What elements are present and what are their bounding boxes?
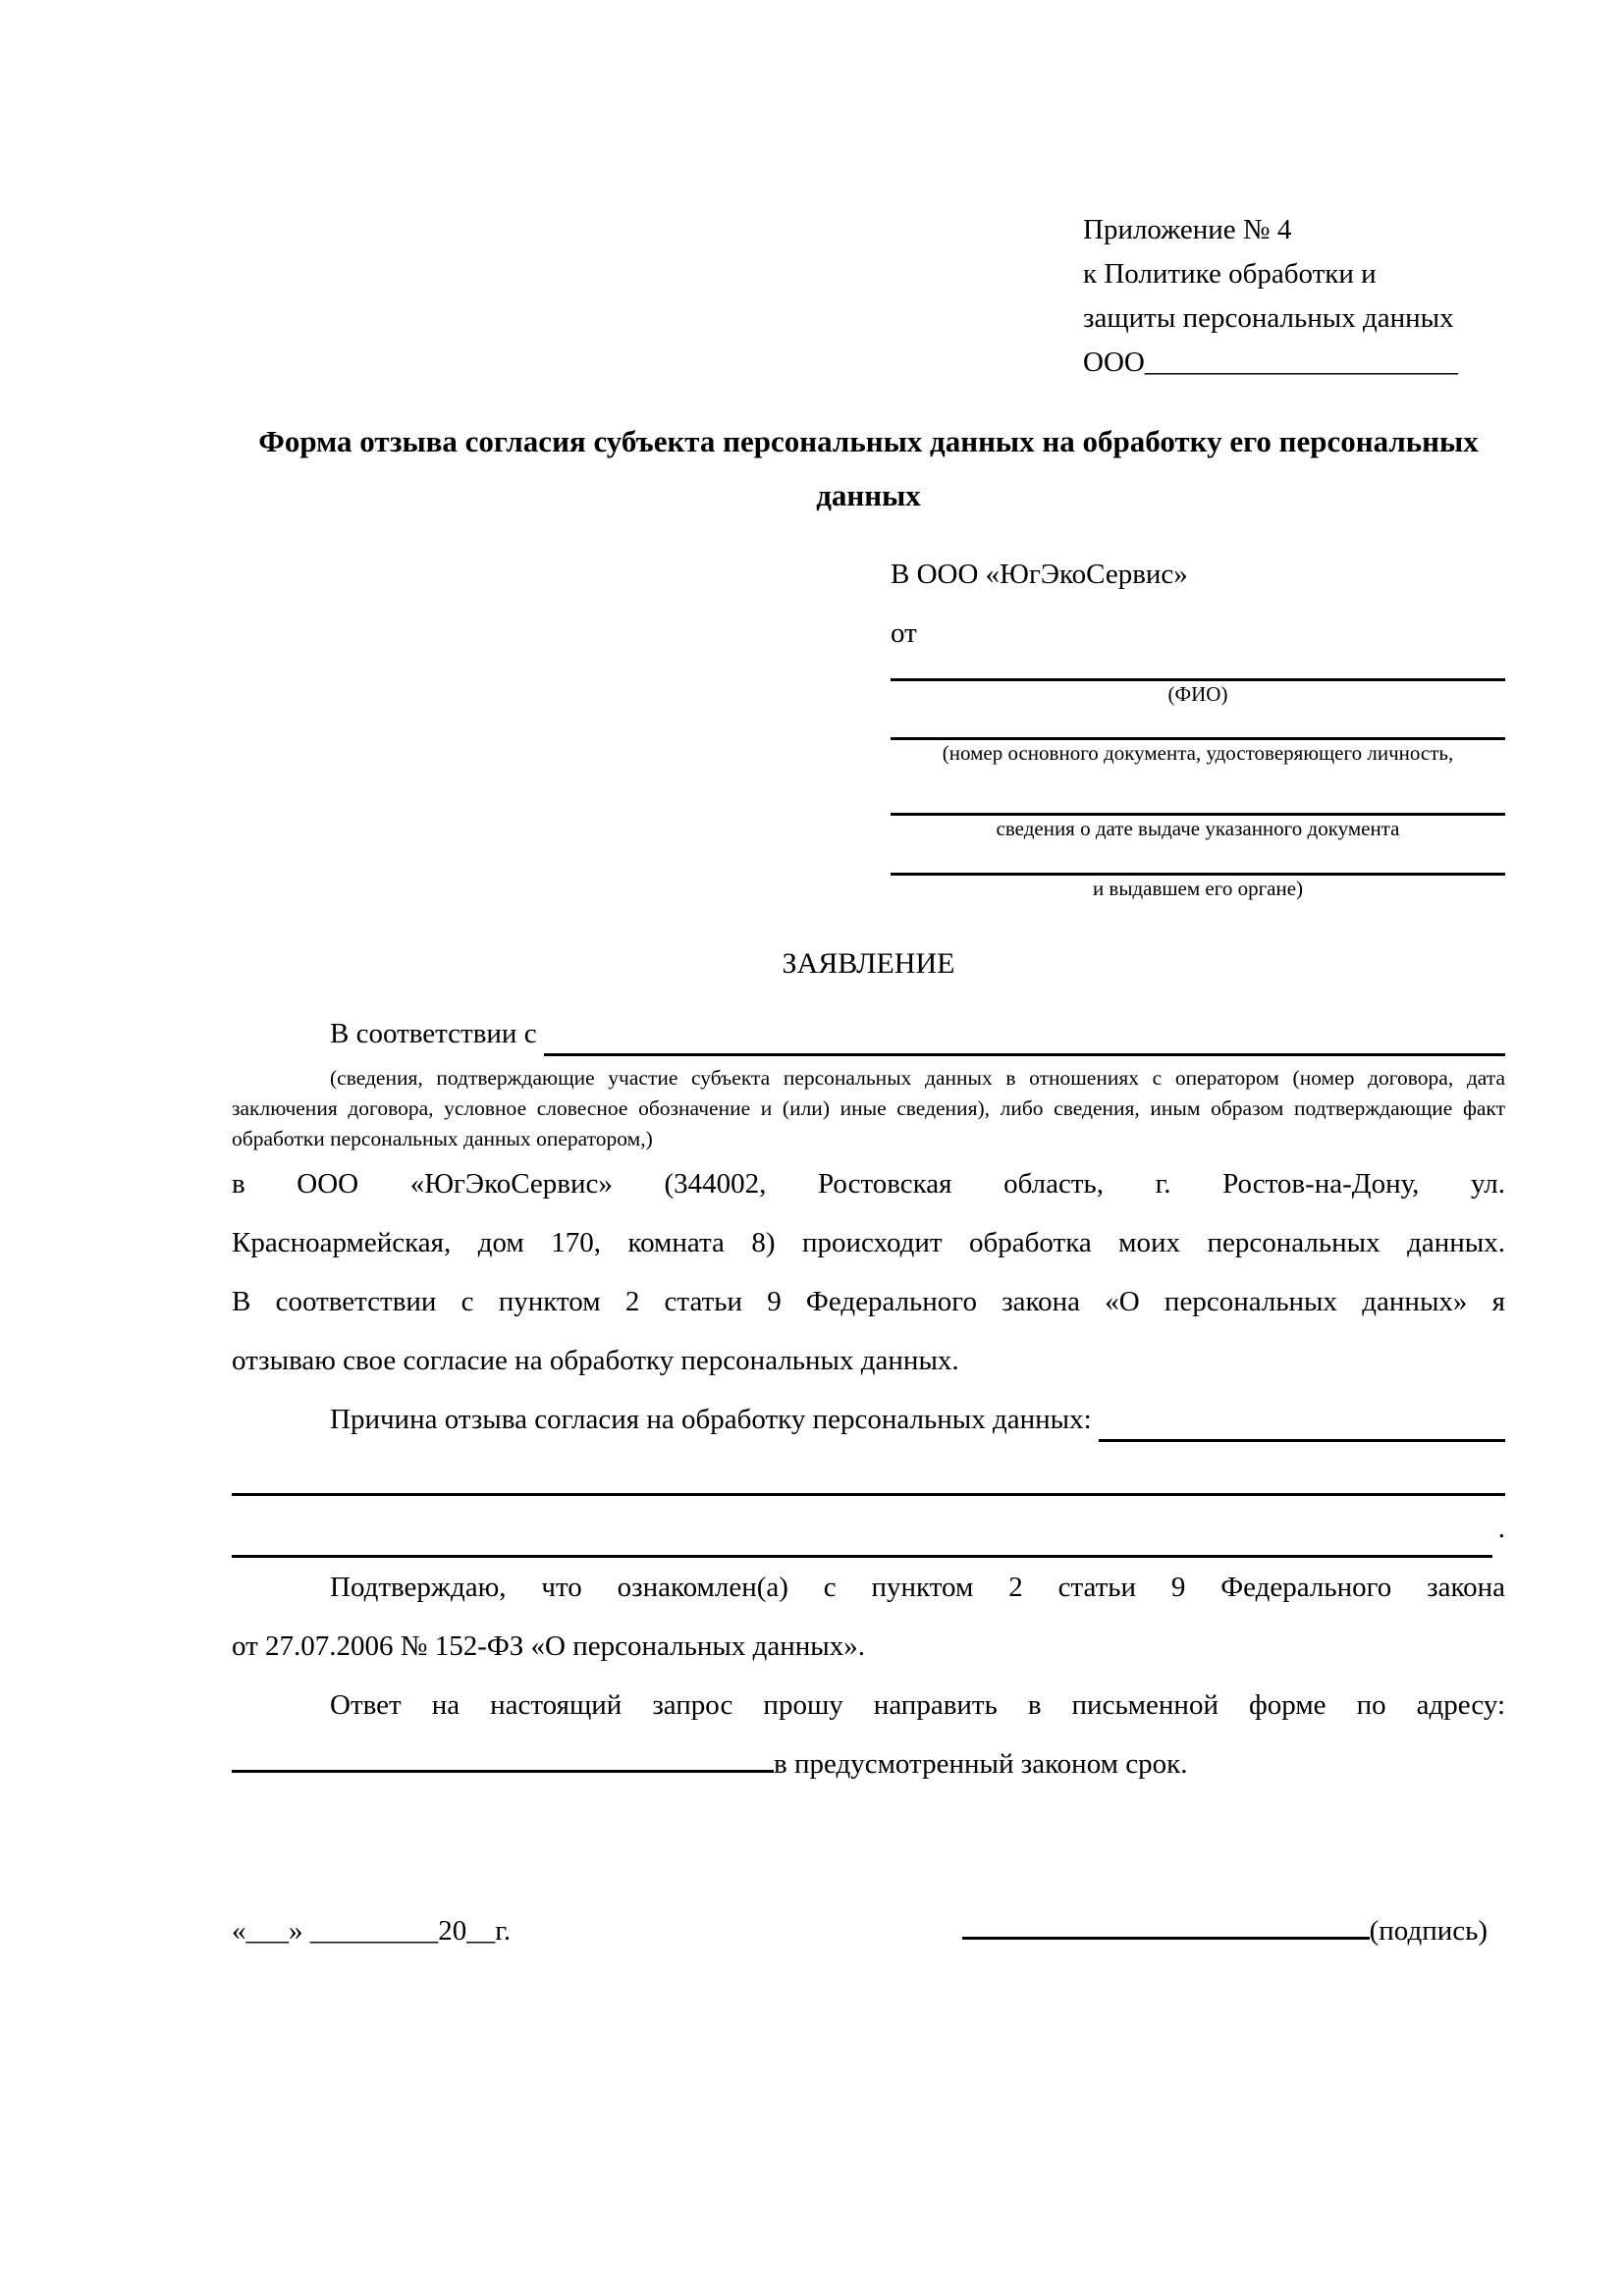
address-blank-line bbox=[232, 1768, 774, 1773]
accordance-blank-line bbox=[544, 1004, 1505, 1056]
signature-group bbox=[962, 1909, 1488, 1953]
addressee-from-label: от bbox=[891, 617, 917, 649]
document-number-caption: (номер основного документа, удостоверяющего личность, bbox=[942, 741, 1454, 765]
appendix-line-2: к Политике обработки и bbox=[1083, 258, 1377, 290]
main-paragraph-line-3: В соответствии с пунктом 2 статьи 9 Федерального закона «О персональных данных» я bbox=[232, 1286, 1505, 1317]
issue-date-blank-line bbox=[891, 767, 1505, 816]
signature-caption: (подпись) bbox=[1369, 1915, 1488, 1947]
reason-prefix: Причина отзыва согласия на обработку персональных данных: bbox=[330, 1404, 1099, 1435]
confirmation-line-1: Подтверждаю, что ознакомлен(а) с пунктом 2 статьи 9 Федерального закона bbox=[330, 1572, 1505, 1603]
reason-blank-line bbox=[1099, 1390, 1505, 1442]
issuing-authority-blank-line bbox=[891, 842, 1505, 876]
reply-paragraph bbox=[232, 1676, 1505, 1793]
issuing-authority-caption: и выдавшем его органе) bbox=[1092, 877, 1304, 900]
reason-continuation-blank-line-2 bbox=[232, 1496, 1505, 1558]
main-paragraph-line-1: в ООО «ЮгЭкоСервис» (344002, Ростовская область, г. Ростов-на-Дону, ул. bbox=[232, 1168, 1505, 1200]
appendix-line-3: защиты персональных данных bbox=[1083, 302, 1454, 334]
reply-tail-text: в предусмотренный законом срок. bbox=[774, 1748, 1188, 1780]
addressee-block bbox=[891, 556, 1505, 902]
confirmation-line-2: от 27.07.2006 № 152-ФЗ «О персональных данных». bbox=[232, 1630, 866, 1662]
issue-date-caption: сведения о дате выдаче указанного документа bbox=[996, 817, 1400, 840]
addressee-company: В ООО «ЮгЭкоСервис» bbox=[891, 559, 1188, 590]
appendix-line-1: Приложение № 4 bbox=[1083, 214, 1292, 245]
appendix-ooo-blank-line: ООО______________________ bbox=[1083, 347, 1458, 378]
main-paragraph-line-2: Красноармейская, дом 170, комната 8) происходит обработка моих персональных данных. bbox=[232, 1227, 1505, 1258]
statement-heading: ЗАЯВЛЕНИЕ bbox=[782, 947, 955, 980]
reason-line bbox=[232, 1390, 1505, 1449]
main-paragraph bbox=[232, 1154, 1505, 1390]
confirmation-paragraph bbox=[232, 1558, 1505, 1676]
accordance-line bbox=[232, 1004, 1505, 1063]
reply-line-1: Ответ на настоящий запрос прошу направить в письменной форме по адресу: bbox=[330, 1689, 1505, 1721]
fio-caption: (ФИО) bbox=[1167, 682, 1228, 706]
signature-blank-line bbox=[962, 1935, 1370, 1940]
date-signature-row bbox=[232, 1909, 1505, 1953]
appendix-note bbox=[1083, 208, 1505, 385]
document-number-blank-line bbox=[891, 708, 1505, 740]
reply-line-2 bbox=[232, 1735, 1505, 1793]
blank-line-period: . bbox=[1497, 1513, 1505, 1544]
reason-continuation-blank-line-1 bbox=[232, 1449, 1505, 1496]
document-title: Форма отзыва согласия субъекта персональных данных на обработку его персональных данных bbox=[258, 424, 1479, 512]
accordance-prefix: В соответствии с bbox=[330, 1018, 544, 1049]
date-blank-line: «___» _________20__г. bbox=[232, 1915, 512, 1947]
main-paragraph-line-4: отзываю свое согласие на обработку персональных данных. bbox=[232, 1345, 959, 1376]
reason-blank-line-2 bbox=[232, 1496, 1492, 1558]
footnote-text: (сведения, подтверждающие участие субъекта персональных данных в отношениях с оператором (номер договора, дата заключения договора, условное словесное обозначение и (или) иные сведения), либо сведения, иным образом подтверждающие факт обработки персональных данных оператором,) bbox=[232, 1066, 1505, 1150]
fio-blank-line bbox=[891, 652, 1505, 681]
